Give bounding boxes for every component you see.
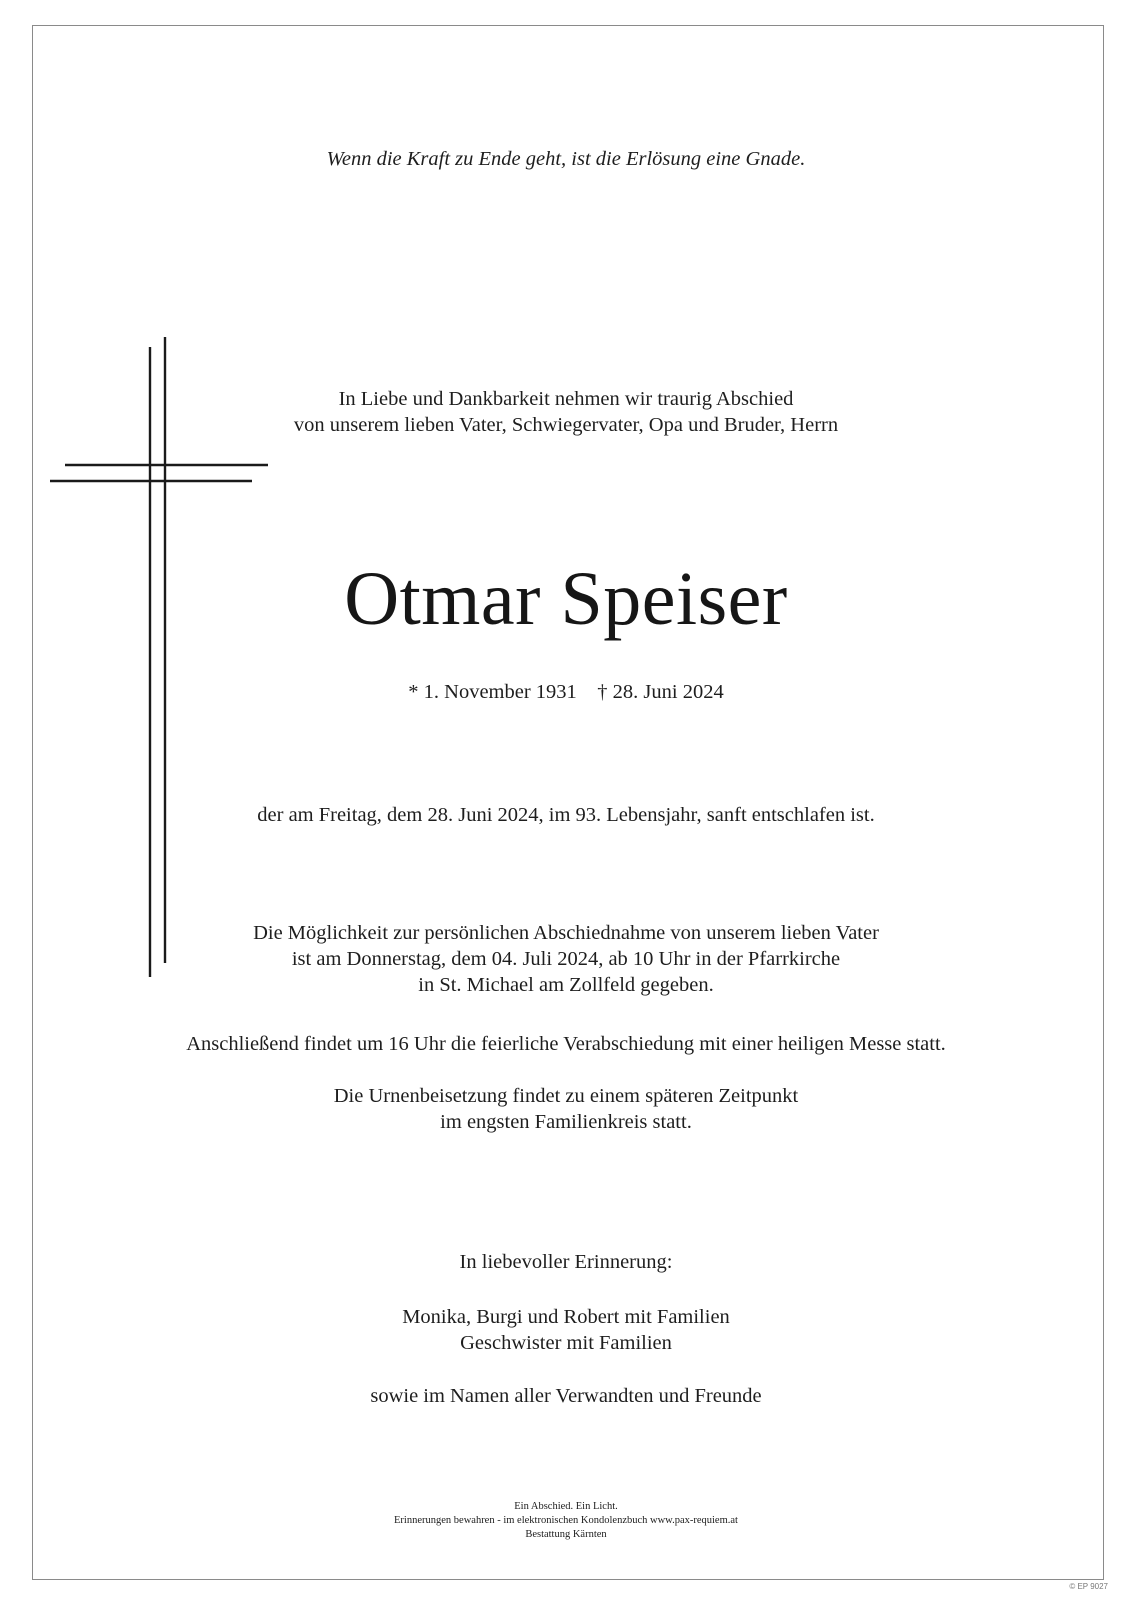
- mourner-line-2: Geschwister mit Familien: [460, 1332, 672, 1354]
- intro-line-1: In Liebe und Dankbarkeit nehmen wir traurig Abschied: [338, 388, 794, 410]
- farewell-line-2: ist am Donnerstag, dem 04. Juli 2024, ab 10 Uhr in der Pfarrkirche: [291, 948, 841, 970]
- farewell-line-1: Die Möglichkeit zur persönlichen Abschiednahme von unserem lieben Vater: [253, 922, 879, 944]
- motto: Wenn die Kraft zu Ende geht, ist die Erlösung eine Gnade.: [326, 148, 806, 170]
- print-code: © EP 9027: [1069, 1582, 1108, 1591]
- deceased-name: Otmar Speiser: [344, 557, 788, 641]
- closing-line: sowie im Namen aller Verwandten und Freunde: [370, 1385, 762, 1407]
- remembrance-heading: In liebevoller Erinnerung:: [459, 1251, 673, 1273]
- footer-line-2: Erinnerungen bewahren - im elektronischen Kondolenzbuch www.pax-requiem.at: [394, 1515, 738, 1526]
- urn-line-2: im engsten Familienkreis statt.: [440, 1111, 692, 1133]
- death-note: der am Freitag, dem 28. Juni 2024, im 93. Lebensjahr, sanft entschlafen ist.: [257, 804, 875, 826]
- farewell-line-3: in St. Michael am Zollfeld gegeben.: [418, 974, 714, 996]
- footer-line-3: Bestattung Kärnten: [525, 1529, 607, 1540]
- footer-line-1: Ein Abschied. Ein Licht.: [514, 1501, 618, 1512]
- mourner-line-1: Monika, Burgi und Robert mit Familien: [402, 1306, 730, 1328]
- ceremony-note: Anschließend findet um 16 Uhr die feierliche Verabschiedung mit einer heiligen Messe statt.: [186, 1033, 946, 1055]
- urn-line-1: Die Urnenbeisetzung findet zu einem späteren Zeitpunkt: [333, 1085, 799, 1107]
- intro-line-2: von unserem lieben Vater, Schwiegervater, Opa und Bruder, Herrn: [293, 414, 839, 436]
- life-dates: * 1. November 1931 † 28. Juni 2024: [408, 681, 724, 703]
